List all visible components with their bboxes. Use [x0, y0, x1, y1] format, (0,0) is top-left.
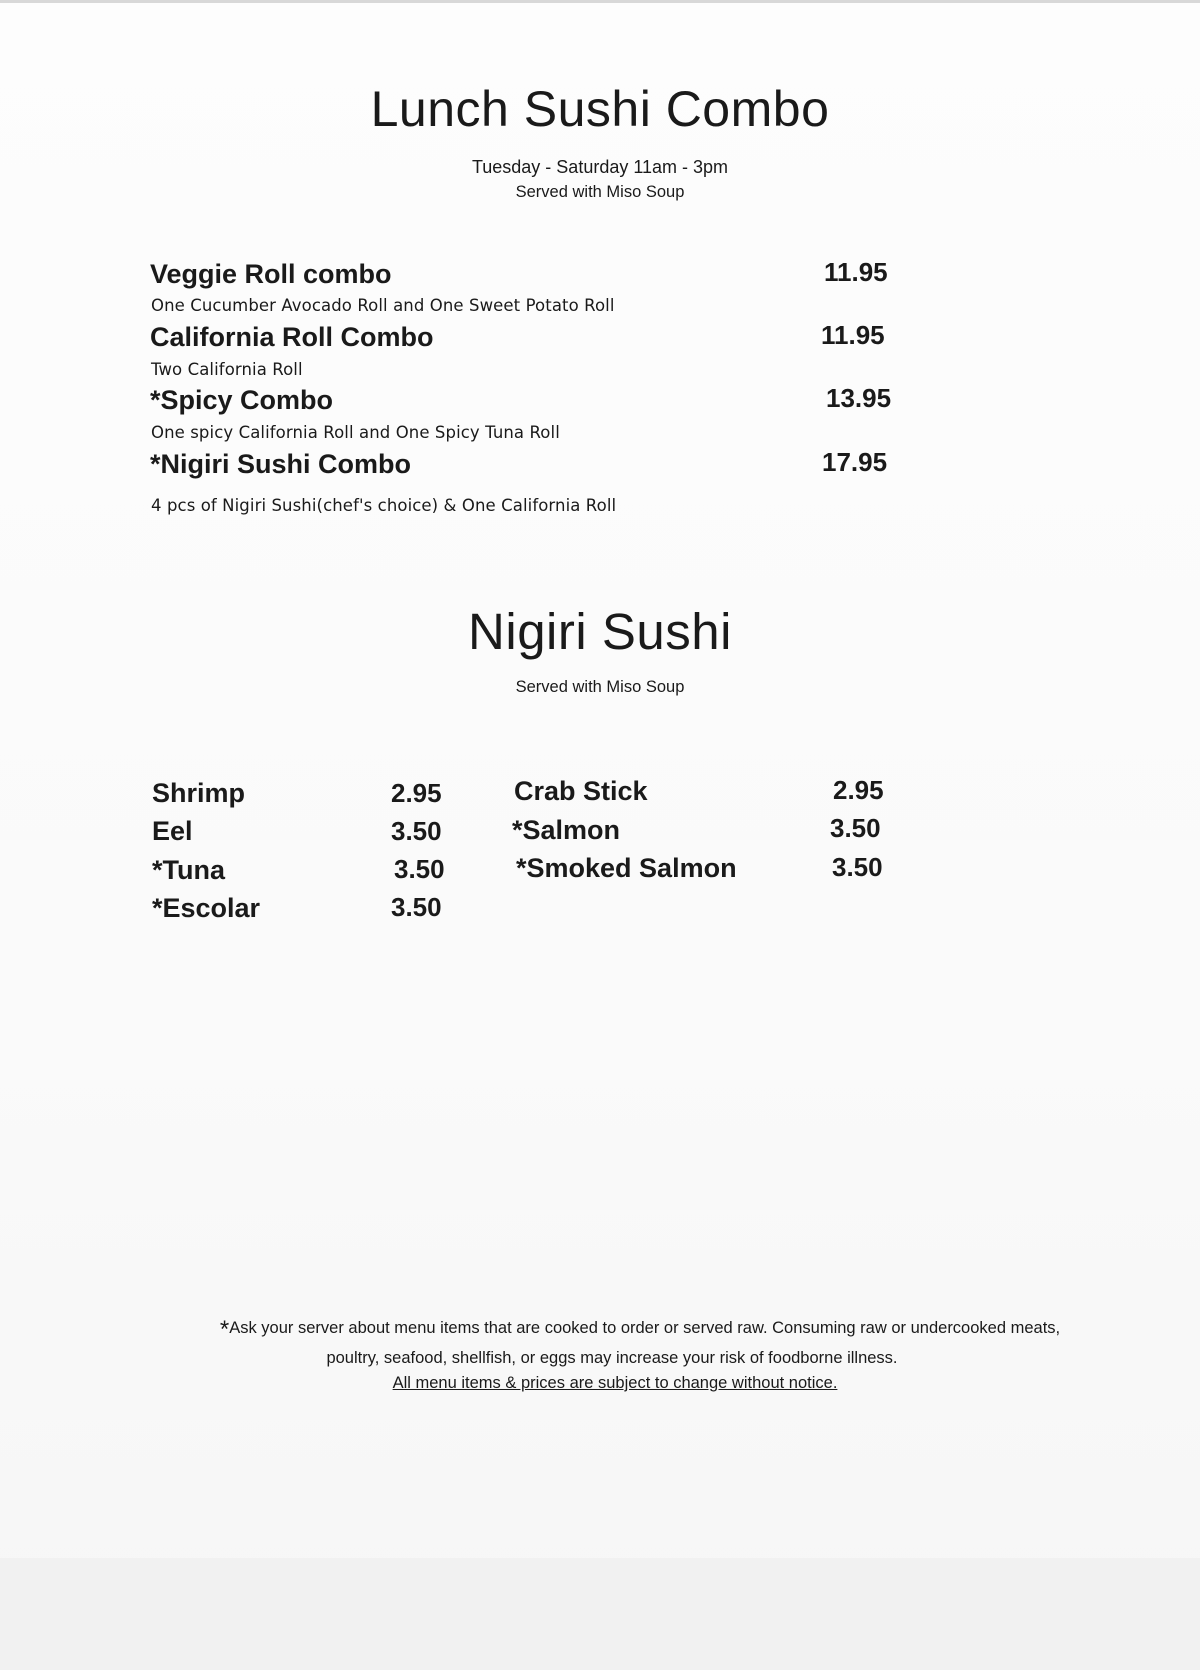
combo-name: *Nigiri Sushi Combo [150, 449, 412, 479]
raw-food-warning [40, 1316, 1200, 1344]
combo-price: 17.95 [822, 447, 888, 477]
nigiri-item-name: Eel [152, 816, 193, 846]
combo-price: 11.95 [821, 320, 885, 350]
nigiri-item-name: *Smoked Salmon [516, 853, 737, 883]
combo-description: One Cucumber Avocado Roll and One Sweet Potato Roll [151, 296, 615, 315]
scan-top-edge [0, 0, 1200, 3]
nigiri-item-name: *Salmon [512, 815, 621, 845]
raw-food-warning-line2: poultry, seafood, shellfish, or eggs may increase your risk of foodborne illness. [326, 1349, 898, 1367]
nigiri-item-price: 3.50 [394, 854, 445, 884]
price-change-notice: All menu items & prices are subject to change without notice. [392, 1374, 838, 1392]
combo-description: Two California Roll [151, 360, 303, 379]
lunch-title: Lunch Sushi Combo [370, 81, 830, 137]
combo-price: 11.95 [824, 257, 888, 287]
combo-name: Veggie Roll combo [150, 259, 392, 289]
combo-name: *Spicy Combo [150, 385, 334, 415]
nigiri-item-name: Crab Stick [514, 776, 648, 806]
asterisk-mark: * [219, 1316, 230, 1343]
scan-bottom-band [0, 1558, 1200, 1670]
nigiri-item-price: 3.50 [830, 813, 881, 843]
nigiri-item-price: 3.50 [832, 852, 883, 882]
nigiri-item-name: *Escolar [152, 893, 261, 923]
nigiri-item-price: 3.50 [391, 816, 442, 846]
combo-description: 4 pcs of Nigiri Sushi(chef's choice) & One California Roll [151, 496, 617, 515]
nigiri-item-price: 3.50 [391, 892, 442, 922]
lunch-served-with: Served with Miso Soup [515, 183, 685, 201]
nigiri-title: Nigiri Sushi [468, 603, 732, 660]
combo-name: California Roll Combo [150, 322, 434, 352]
nigiri-item-price: 2.95 [833, 775, 884, 805]
nigiri-item-name: *Tuna [152, 855, 225, 885]
combo-description: One spicy California Roll and One Spicy Tuna Roll [151, 423, 560, 442]
raw-food-warning-line1: Ask your server about menu items that are cooked to order or served raw. Consuming raw or undercooked meats, [229, 1319, 1061, 1337]
nigiri-served-with: Served with Miso Soup [515, 678, 685, 696]
nigiri-item-price: 2.95 [391, 778, 442, 808]
combo-price: 13.95 [826, 383, 892, 413]
nigiri-item-name: Shrimp [152, 778, 246, 808]
lunch-hours: Tuesday - Saturday 11am - 3pm [471, 157, 729, 177]
